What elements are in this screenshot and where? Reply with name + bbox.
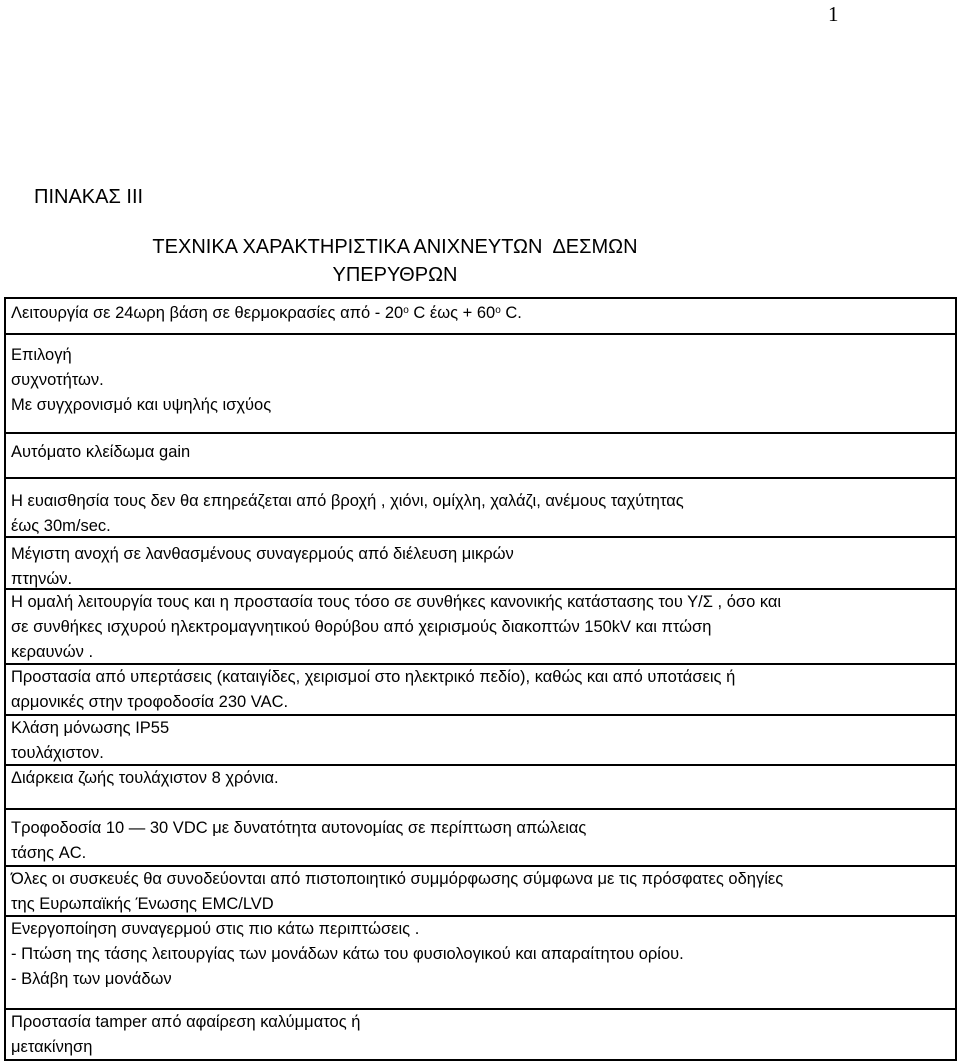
spec-text: Τροφοδοσία 10 — 30 VDC με δυνατότητα αυτονομίας σε περίπτωση απώλειας τάσης AC. xyxy=(11,819,587,862)
spec-row-weather-sensitivity xyxy=(6,477,955,538)
specifications-table xyxy=(4,297,957,1061)
spec-text: Προστασία tamper από αφαίρεση καλύμματος ή μετακίνηση xyxy=(11,1013,361,1056)
spec-row-auto-gain-lock xyxy=(6,432,955,479)
table-heading xyxy=(0,233,790,289)
spec-row-emi-immunity xyxy=(6,588,955,665)
spec-text: Προστασία από υπερτάσεις (καταιγίδες, χειρισμοί στο ηλεκτρικό πεδίο), καθώς και από υποτάσεις ή αρμονικές στην τροφοδοσία 230 VAC. xyxy=(11,668,736,711)
spec-row-surge-protection xyxy=(6,663,955,716)
spec-text: Διάρκεια ζωής τουλάχιστον 8 χρόνια. xyxy=(11,769,279,787)
spec-row-frequency-selection xyxy=(6,333,955,434)
heading-line-2: ΥΠΕΡΥΘΡΩΝ xyxy=(332,264,458,286)
spec-text: Όλες οι συσκευές θα συνοδεύονται από πιστοποιητικό συμμόρφωσης σύμφωνα με τις πρόσφατες οδηγίες της Ευρωπαϊκής Ένωσης EMC/LVD xyxy=(11,870,784,913)
spec-text: Μέγιστη ανοχή σε λανθασμένους συναγερμούς από διέλευση μικρών πτηνών. xyxy=(11,545,514,588)
page-number: 1 xyxy=(828,2,839,26)
spec-row-operating-temperature xyxy=(6,299,955,333)
spec-text: Λειτουργία σε 24ωρη βάση σε θερμοκρασίες από - $20^o$ C $έ\omega\varsigma + 60^o$ C. xyxy=(11,304,522,322)
spec-row-ip-rating xyxy=(6,714,955,766)
spec-text: Η ομαλή λειτουργία τους και η προστασία τους τόσο σε συνθήκες κανονικής κατάστασης του Υ/Σ , όσο και σε συνθήκες ισχυρού ηλεκτρομαγνητικού θορύβου από χειρισμούς διακοπτών 150kV και πτώση κεραυνών . xyxy=(11,593,782,661)
spec-row-power-supply xyxy=(6,808,955,867)
spec-text: Επιλογή συχνοτήτων. Με συγχρονισμό και υψηλής ισχύος xyxy=(11,346,272,414)
spec-text: Κλάση μόνωσης IP55 τουλάχιστον. xyxy=(11,719,170,762)
spec-text: Αυτόματο κλείδωμα gain xyxy=(11,443,191,461)
spec-row-lifetime xyxy=(6,764,955,810)
spec-text: Ενεργοποίηση συναγερμού στις πιο κάτω περιπτώσεις . - Πτώση της τάσης λειτουργίας των μονάδων κάτω του φυσιολογικού και απαραίτητου ορίου. - Βλάβη των μονάδων xyxy=(11,920,684,988)
spec-row-tamper-protection xyxy=(6,1008,955,1061)
spec-row-eu-compliance xyxy=(6,865,955,917)
spec-row-false-alarm-tolerance xyxy=(6,536,955,590)
heading-line-1: ΤΕΧΝΙΚΑ ΧΑΡΑΚΤΗΡΙΣΤΙΚΑ ΑΝΙΧΝΕΥΤΩΝ ΔΕΣΜΩΝ xyxy=(152,236,638,258)
table-title: ΠΙΝΑΚΑΣ ΙΙΙ xyxy=(34,186,144,208)
spec-row-alarm-activation xyxy=(6,915,955,1010)
spec-text: Η ευαισθησία τους δεν θα επηρεάζεται από βροχή , χιόνι, ομίχλη, χαλάζι, ανέμους ταχύτητας έως 30m/sec. xyxy=(11,492,684,535)
